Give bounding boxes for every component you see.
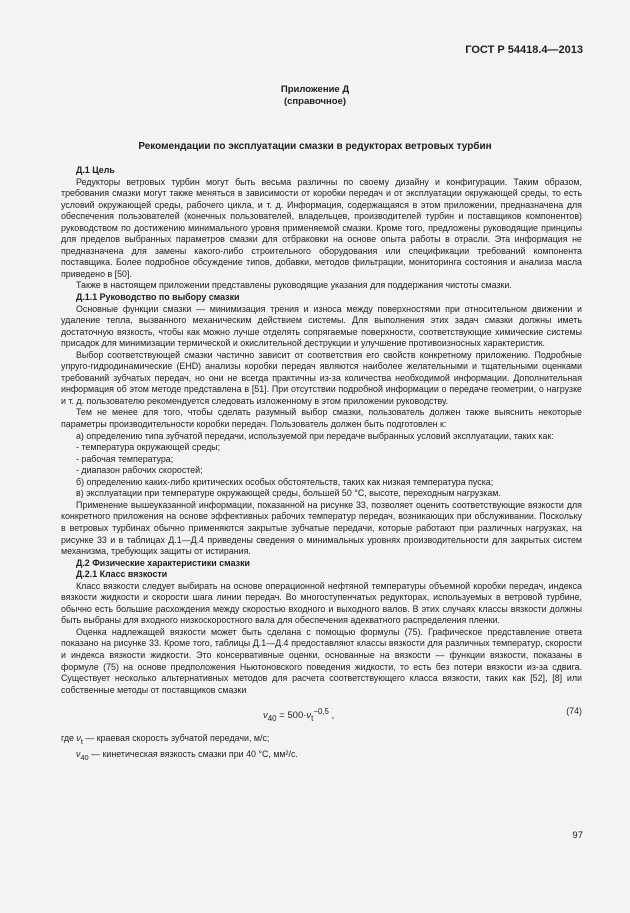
body-text: [61, 165, 582, 765]
symbols-legend: [61, 732, 582, 765]
formula-tail: ,: [328, 710, 335, 722]
formula-nu: ν: [263, 710, 268, 722]
legend-symbol: ν: [76, 749, 81, 760]
dash-item: - рабочая температура;: [76, 453, 174, 464]
formula-sub-t: t: [311, 714, 314, 724]
legend-lead: где: [61, 733, 74, 744]
paragraph: Редукторы ветровых турбин могут быть весьма различны по своему дизайну и конфигурации. Таким образом, требования смазки могут также меняться в зависимости от коробки передач и от эксплуатации окружающей среды, то есть условий окружающей среды, рабочего цикла, и т. д. Информация, содержащаяся в этом приложении, предназначена для обеспечения пользователей (конечных пользователей, владельцев, производителей турбин и поставщиков компонентов) руководством по достижению минимального уровня применяемой смазки. Кроме того, предложены руководящие принципы для пределов выбранных параметров смазки для отбраковки на основе опыта работы в отрасли. Эта информация не предназначена для замены какого-либо строительного оборудования или спецификации требований компонента поставщика. Более подробное обсуждение типов, добавки, методов фильтрации, мониторинга состояния и анализа масла приведено в [50].: [61, 176, 582, 279]
formula-mid: = 500·: [276, 710, 307, 722]
formula-expression: [263, 706, 334, 725]
paragraph: Тем не менее для того, чтобы сделать разумный выбор смазки, пользователь должен также выяснить некоторые параметры производительности коробки передач. Пользователь должен быть подготовлен к:: [61, 407, 582, 430]
formula-sub-40: 40: [267, 714, 277, 724]
page-number: 97: [572, 830, 583, 841]
list-item: в) эксплуатации при температуре окружающей среды, большей 50 °С, высоте, переходным нагрузкам.: [76, 488, 501, 499]
paragraph: Основные функции смазки — минимизация трения и износа между поверхностями при относительном движении и удаление тепла, вызванного механическим действием системы. Для выполнения этих задач смазки должны иметь достаточную вязкость, чтобы как можно лучше отделять сопрягаемые поверхности, соответствующие химические системы присадок для минимизации термической и окислительной деструкции и улучшение противоизносных характеристик.: [61, 303, 582, 349]
section-heading: Д.2.1 Класс вязкости: [76, 569, 168, 580]
formula-nu-t: ν: [306, 710, 312, 722]
legend-desc: — кинетическая вязкость смазки при 40 °С, мм²/с.: [91, 749, 298, 760]
section-heading: Д.1.1 Руководство по выбору смазки: [76, 292, 240, 303]
formula-number: (74): [566, 706, 582, 717]
legend-desc: — краевая скорость зубчатой передачи, м/с;: [82, 733, 270, 744]
list-item: б) определению каких-либо критических особых обстоятельств, таких как низкая температура пуска;: [76, 476, 494, 487]
section-heading: Д.1 Цель: [76, 165, 115, 175]
legend-line-1: [61, 732, 582, 748]
paragraph: Класс вязкости следует выбирать на основе операционной нефтяной температуры объемной коробки передач, индекса вязкости жидкости и скорости шага линии передач. Во многоступенчатых редукторах, используемых в ветровой турбине, обычно есть большие расхождения между скоростью входного и выходного валов. В этих случаях классы вязкости должны быть выбраны для входного низкоскоростного вала для обеспечения адекватного распределения пленки.: [61, 580, 582, 626]
list-item: а) определению типа зубчатой передачи, используемой при передаче выбранных условий эксплуатации, таких как:: [76, 430, 554, 441]
section-heading: Д.2 Физические характеристики смазки: [76, 557, 250, 568]
paragraph: Выбор соответствующей смазки частично зависит от соответствия его свойств конкретному приложению. Подробные упруго-гидродинамические (EHD) анализы коробки передач являются наиболее желательными и тщательными оценками требований зубчатых передач, но они не всегда практичны из-за количества необходимой информации. Дополнительная информация об этом методе представлена в [51]. При отсутствии подробной информации о передаче геометрии, о нагрузке и т. д. пользователю рекомендуется следовать изложенному в этом приложении руководству.: [61, 349, 582, 406]
paragraph: Также в настоящем приложении представлены руководящие указания для поддержания чистоты смазки.: [76, 280, 512, 291]
legend-symbol: ν: [76, 733, 81, 744]
annex-title: Приложение Д: [280, 84, 350, 95]
standard-number: ГОСТ Р 54418.4—2013: [465, 44, 583, 56]
formula-74: [61, 700, 582, 728]
dash-item: - диапазон рабочих скоростей;: [76, 465, 203, 476]
formula-exponent: −0,5: [313, 707, 329, 717]
legend-symbol-sub: t: [80, 736, 83, 746]
paragraph: Оценка надлежащей вязкости может быть сделана с помощью формулы (75). Графическое представление ответа показано на рисунке 33. Кроме того, таблицы Д.1—Д.4 предоставляют классы вязкости для различных температур, скорости и индекса вязкости жидкости. Это консервативные оценки, основанные на вязкости — функции вязкости, показаны в формуле (75) на основе предположения Ньютоновского поведения жидкости, то есть без потери вязкости из-за сдвига. Существует несколько альтернативных методов для расчета соответствующего класса вязкости, таких как [52], [8] или собственные методы от поставщиков смазки: [61, 626, 582, 695]
legend-symbol-sub: 40: [80, 753, 89, 763]
dash-item: - температура окружающей среды;: [76, 442, 221, 453]
annex-heading: [0, 84, 630, 108]
legend-line-2: [61, 748, 582, 764]
paragraph: Применение вышеуказанной информации, показанной на рисунке 33, позволяет оценить соответствующие вязкости для конкретного приложения на основе эффективных рабочих температур передач, возникающих при обслуживании. Поскольку в ветровых турбинах обычно применяются закрытые зубчатые передачи, которые работают при различных нагрузках, на рисунке 33 и в таблицах Д.1—Д.4 приведены сведения о минимальных уровнях производительности для закрытых систем механизма, требующих защиты от истирания.: [61, 499, 582, 557]
annex-type: (справочное): [283, 96, 347, 107]
annex-main-title: Рекомендации по эксплуатации смазки в редукторах ветровых турбин: [138, 141, 492, 152]
